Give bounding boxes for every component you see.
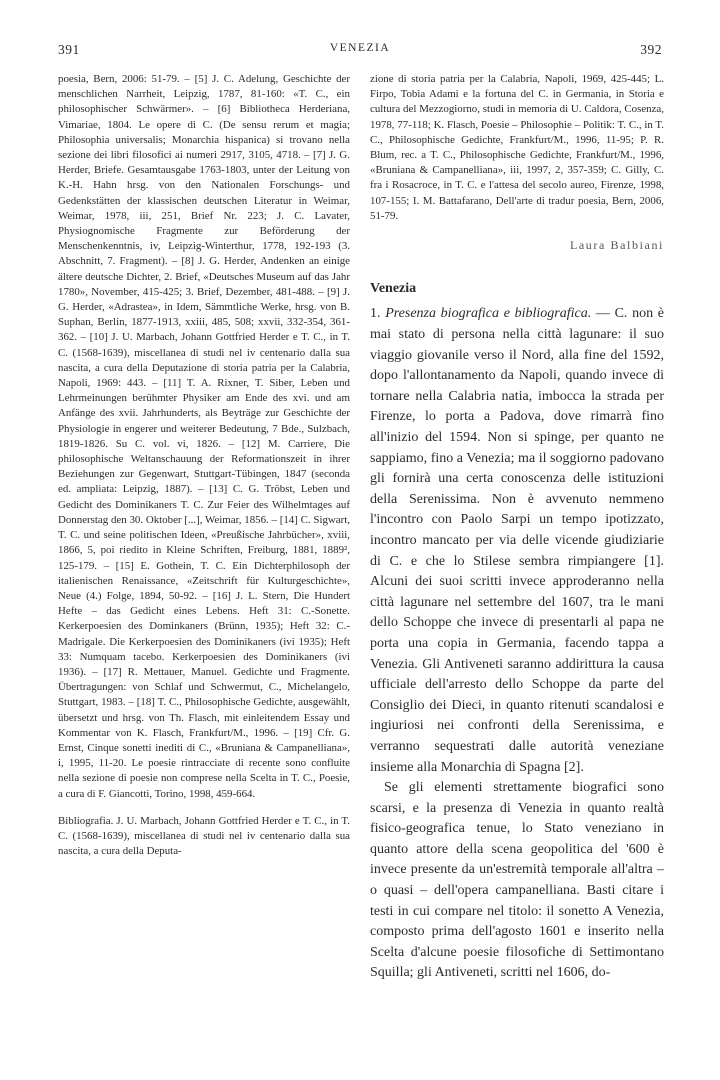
endnotes-text: poesia, Bern, 2006: 51-79. – [5] J. C. Adelung, Geschichte der menschlichen Narrheit, Leipzig, 1787, 81-160: «T. C., ein philosophischer Schwärmer». – [6] Bibliotheca Herderiana, Vimariae, 1804. Le opere di C. (De sensu rerum et magia; Philosophia universalis; Monarchia hispanica) si trovano nella sezione dei libri filosofici ai numeri 2917, 3105, 4718. – [7] J. G. Herder, Briefe. Gesamtausgabe 1763-1803, unter der Leitung von K.-H. Hahn hrsg. von den Nationalen Forschungs- und Gedenkstätten der klassischen deutschen Literatur in Weimar, Weimar, 1978, iii, 251, Brief Nr. 223; J. C. Lavater, Physiognomische Fragmente zur Beförderung der Menschenkenntnis, iv, Leipzig-Winterthur, 1778, 192-193 (3. Abschnitt, 7. Fragment). – [8] J. G. Herder, Andenken an einige ältere deutsche Dichter, 2. Brief, «Deutsches Museum auf das Jahr 1780», November, 415-425; 3. Brief, Dezember, 481-488. – [9] J. G. Herder, «Adrastea», in Idem, Sämmtliche Werke, hrsg. von B. Suphan, Berlin, 1877-1913, xxiii, 485, 508; xxvii, 332-354, 361-362. – [10] J. U. Marbach, Johann Gottfried Herder e T. C., in T. C. (1568-1639), miscellanea di studi nel iv centenario dalla sua nascita, a cura della Deputazione di storia patria per la Calabria, Napoli, 1969: 443. – [11] T. A. Rixner, T. Siber, Leben und Lehrmeinungen berühmter Physiker am Ende des xvi. und am Anfänge des xvii. Jahrhunderts, als Beyträge zur Geschichte der Physiologie in engerer und weiterer Bedeutung, 7 Bde., Sulzbach, 1819-1826. Su C. vol. vi, 1826. – [12] M. Carriere, Die philosophische Weltanschauung der Reformationszeit in ihrer Beziehungen zur Gegenwart, Stuttgart-Tübingen, 1847 (seconda ed. ampliata: Leipzig, 1887). – [13] C. G. Tröbst, Leben und Gedicht des Dominikaners T. C. Zur Feier des Wilhelmtages auf Donnerstag den 30. Oktober [...], Weimar, 1856. – [14] C. Sigwart, T. C. und seine politischen Ideen, «Preußische Jahrbücher», xviii, 1866, 5, poi riedito in Kleine Schriften, Freiburg, 1881, 1889², 125-179. – [15] E. Gothein, T. C. Ein Dichterphilosoph der italienischen Renaissance, «Zeitschrift für Kulturgeschichte», Neue (4.) Folge, 1894, 50-92. – [16] J. L. Stern, Die Hundert Hefte – das Gedicht eines Lebens. Heft 31: C.-Sonette. Kerkerpoesien des Dominkaners (Brünn, 1935); Heft 32: C.-Madrigale. Die Kerkerpoesien des Dominikaners (ivi 1935); Heft 33: Numquam tacebo. Kerkerpoesien des Dominikaners (ivi 1936). – [17] R. Mettauer, Manuel. Gedichte und Fragmente. Übertragungen: von Schlaf und Schwermut, C., Michelangelo, Stuttgart, 1983. – [18] T. C., Philosophische Gedichte, ausgewählt, übersetzt und hrsg. von Th. Flasch, mit einleitendem Essay und Kommentar von K. Flasch, Frankfurt/M., 1996. – [19] Cfr. G. Ernst, Cinque sonetti inediti di C., «Bruniana & Campanelliana», i, 1995, 11-20. Le poesie rintracciate di recente sono confluite nella sezione di poesie non comprese nella Scelta in T. C., Poesie, a cura di F. Giancotti, Torino, 1998, 459-664. [58, 73, 350, 800]
section-number: 1. [370, 306, 381, 322]
page-number-right: 392 [640, 42, 662, 57]
paragraph-1-text: — C. non è mai stato di persona nella città lagunare: il suo viaggio giovanile verso il Nord, alla fine del 1592, dopo l'allontanamento da Napoli, quando invece di tornare nella Calabria natia, imbocca la strada per Firenze, lo porta a Padova, dove rimarrà fino all'inizio del 1594. Non si spinge, per quanto ne sappiamo, fino a Venezia; ma il soggiorno padovano gli fornirà una certa conoscenza delle istituzioni della Serenissima. Non è avvenuto nemmeno l'incontro con Paolo Sarpi un tempo ipotizzato, incontro mancato per via delle vicende giudiziarie di C. e che lo Stilese sembra rimpiangere [1]. Alcuni dei suoi scritti invece approderanno nella città lagunare nel settembre del 1607, tra le mani dello Schoppe che invece di presentarli al papa ne porta una copia in Germania, facendo tappa a Venezia. Gli Antiveneti saranno addirittura la causa ufficiale dell'arresto dello Schoppe da parte del Consiglio dei Dieci, in quanto ritenuti scandalosi e ingiuriosi nei confronti della Serenissima, e verranno sequestrati dalle autorità veneziane insieme alla Monarchia di Spagna [2]. [370, 306, 664, 775]
notes-block [58, 72, 350, 802]
paragraph-1 [370, 304, 664, 778]
left-column [58, 72, 350, 1062]
author-signature: Laura Balbiani [569, 238, 664, 253]
paragraph-2: Se gli elementi strettamente biografici sono scarsi, e la presenza di Venezia in quanto realtà fisico-geografica tenue, lo Stato veneziano in quanto attore della scena geopolitica del '600 è invece presente da un'estremità temporale all'altra – o quasi – dell'opera campanelliana. Basti citare i testi in cui compare nel titolo: il sonetto A Venezia, composto prima dell'agosto 1601 e inserito nella Scelta d'alcune poesie filosofiche di Settimontano Squilla; gli Antiveneti, scritti nel 1606, do- [370, 780, 664, 981]
entry-body [370, 304, 664, 984]
entry-title: Venezia [370, 281, 417, 297]
bibliography-text: Bibliografia. J. U. Marbach, Johann Gottfried Herder e T. C., in T. C. (1568-1639), miscellanea di studi nel iv centenario dalla sua nascita, a cura della Deputa- [58, 814, 350, 858]
right-column [370, 72, 664, 1062]
page-number-left: 391 [58, 42, 80, 57]
bibliography-block [58, 814, 350, 860]
section-title: Presenza biografica e bibliografica. [385, 306, 592, 322]
bibliography-continuation: zione di storia patria per la Calabria, Napoli, 1969, 425-445; L. Firpo, Tobia Adami e la fortuna del C. in Germania, in Storia e cultura del Mezzogiorno, studi in memoria di U. Caldora, Cosenza, 1978, 77-118; K. Flasch, Poesie – Philosophie – Politik: T. C., in T. C., Philosophische Gedichte, Frankfurt/M., 1996, 11-95; P. R. Blum, rec. a T. C., Philosophische Gedichte, Frankfurt/M., 1996, «Bruniana & Campanelliana», iii, 1997, 2, 357-359; C. Gilly, C. fra i Rosacroce, in T. C. e l'attesa del secolo aureo, Firenze, 1998, 107-155; I. M. Battafarano, Dell'arte di tradur poesia, Bern, 2006, 51-79. [370, 73, 664, 222]
running-head: VENEZIA [329, 42, 391, 54]
page-header [58, 42, 662, 62]
